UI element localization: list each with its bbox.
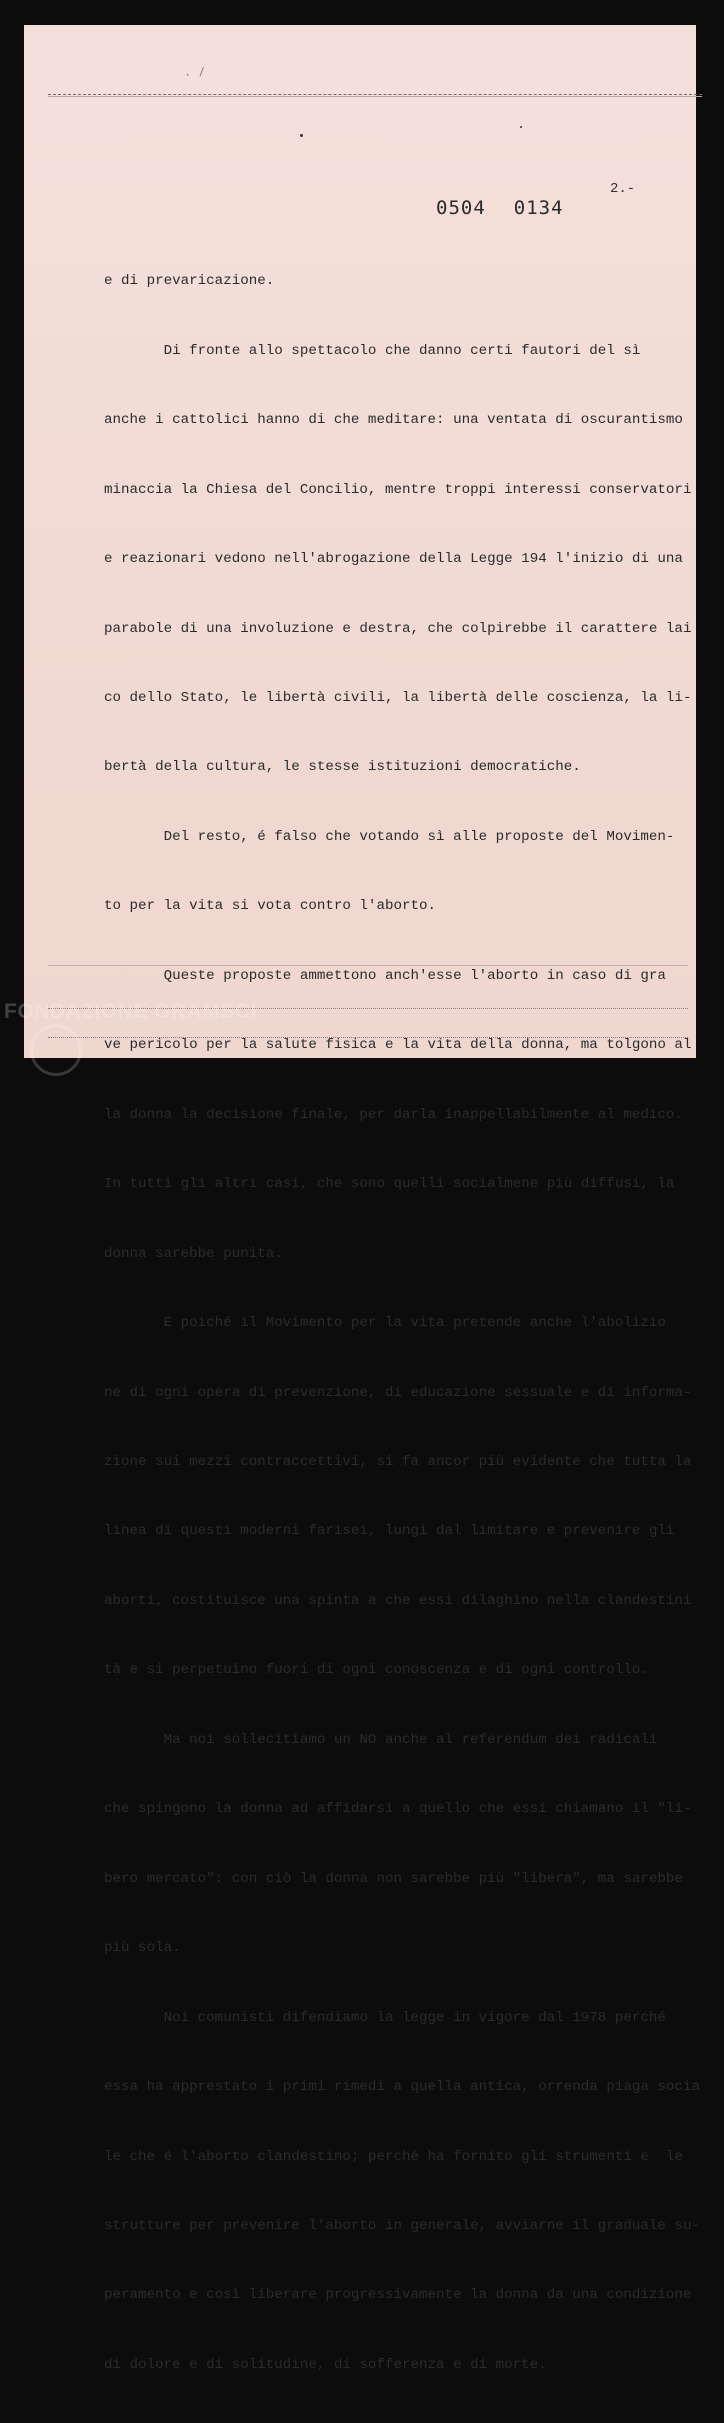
text-line: Del resto, é falso che votando sì alle proposte del Movimen- (104, 828, 675, 845)
text-line: to per la vita si vota contro l'aborto. (104, 898, 437, 915)
text-line: Noi comunisti difendiamo la legge in vigore dal 1978 perché (104, 2009, 666, 2026)
text-line: bero mercato": con ciò la donna non sarebbe più "libera", ma sarebbe (104, 1870, 683, 1887)
ink-spot (520, 126, 522, 128)
text-line: Queste proposte ammettono anch'esse l'aborto in caso di gra (104, 967, 666, 984)
text-line: Ma noi sollecitiamo un NO anche al referendum dei radicali (104, 1731, 658, 1748)
text-line: parabole di una involuzione e destra, che colpirebbe il carattere lai (104, 620, 692, 637)
text-line: In tutti gli altri casi, che sono quelli socialmene più diffusi, la (104, 1176, 675, 1193)
text-line: ne di ogni opera di prevenzione, di educazione sessuale e di informa- (104, 1384, 692, 1401)
top-rule (48, 94, 702, 95)
watermark-logo-icon (30, 1024, 82, 1076)
document-page (24, 25, 700, 2373)
stamp-code-b: 0134 (513, 197, 564, 219)
text-line: ve pericolo per la salute fisica e la vita della donna, ma tolgono al (104, 1037, 692, 1054)
text-line: che spingono la donna ad affidarsi a quello che essi chiamano il "li- (104, 1801, 692, 1818)
text-line: E poiché il Movimento per la vita pretende anche l'abolizio (104, 1315, 666, 1332)
text-line: essa ha apprestato i primi rimedi a quella antica, orrenda piaga socia (104, 2079, 700, 2096)
text-line: zione sui mezzi contraccettivi, si fa ancor più evidente che tutta la (104, 1454, 692, 1471)
text-line: Di fronte allo spettacolo che danno certi fautori del sì (104, 342, 641, 359)
text-line: co dello Stato, le libertà civili, la libertà delle coscienza, la li- (104, 690, 692, 707)
corner-mark: · / (183, 65, 207, 83)
watermark: FONDAZIONE GRAMSCI (4, 1000, 257, 1023)
text-line: di dolore e di solitudine, di sofferenza e di morte. (104, 2356, 547, 2373)
text-line: strutture per prevenire l'aborto in generale, avviarne il graduale su- (104, 2218, 700, 2234)
text-line: minaccia la Chiesa del Concilio, mentre troppi interessi conservatori (104, 481, 692, 498)
text-line: bertà della cultura, le stesse istituzioni democratiche. (104, 759, 581, 776)
text-line: le che é l'aborto clandestino; perché ha fornito gli strumenti e le (104, 2148, 683, 2165)
text-line: peramento e così liberare progressivamente la donna da una condizione (104, 2287, 692, 2304)
archive-stamp (436, 197, 564, 219)
text-line: donna sarebbe punita. (104, 1245, 283, 1262)
bottom-rule (48, 965, 688, 966)
text-line: e reazionari vedono nell'abrogazione della Legge 194 l'inizio di una (104, 551, 683, 568)
ink-spot (300, 134, 303, 137)
text-line: la donna la decisione finale, per darla inappellabilmente al medico. (104, 1106, 683, 1123)
page-number: 2.- (610, 181, 636, 197)
text-line: tà e si perpetuino fuori di ogni conoscenza e di ogni controllo. (104, 1662, 649, 1679)
top-rule-secondary (48, 96, 702, 97)
text-line: anche i cattolici hanno di che meditare: una ventata di oscurantismo (104, 412, 683, 429)
text-line: aborti, costituisce una spinta a che essi dilaghino nella clandestini (104, 1592, 692, 1609)
text-line: linea di questi moderni farisei, lungi dal limitare e prevenire gli (104, 1523, 675, 1540)
bottom-rule-dotted (48, 1037, 688, 1038)
text-line: più sola. (104, 1940, 181, 1957)
text-line: e di prevaricazione. (104, 273, 275, 290)
typewritten-body (104, 224, 700, 2423)
stamp-code-a: 0504 (436, 197, 486, 219)
